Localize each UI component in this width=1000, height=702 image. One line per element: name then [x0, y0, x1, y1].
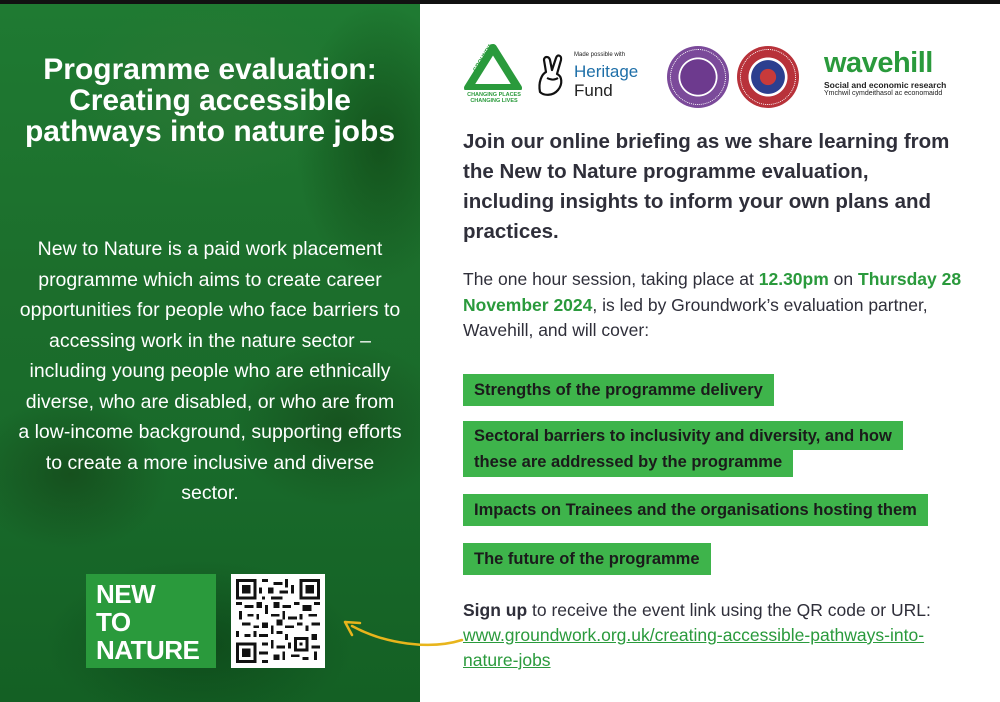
heritage-fund-line1: Heritage	[574, 62, 639, 81]
signup-section	[463, 598, 973, 673]
wavehill-subtitle-en: Social and economic research	[824, 80, 947, 90]
logo-line-to: TO	[96, 607, 131, 637]
wavehill-subtitle-cy: Ymchwil cymdeithasol ac economaidd	[824, 90, 943, 97]
heritage-fund-logo	[532, 50, 652, 100]
programme-description: New to Nature is a paid work placement programme which aims to create career opportunities for people who face barriers to accessing work in the nature sector – including young people who are ethnically diverse, who are disabled, or who are from a low-income background, supporting efforts to create a more inclusive and diverse sector.	[18, 238, 402, 504]
logo-line-nature: NATURE	[96, 635, 200, 665]
session-text-2: on	[828, 269, 858, 289]
session-text-1: The one hour session, taking place at	[463, 269, 759, 289]
crossed-fingers-icon	[532, 52, 570, 98]
svg-text:GROUNDWORK: GROUNDWORK	[472, 44, 502, 74]
topic-strengths: Strengths of the programme delivery	[463, 374, 774, 406]
session-date: Thursday 28 November 2024	[463, 269, 962, 315]
session-details	[463, 267, 963, 344]
groundwork-logo	[462, 44, 524, 110]
heritage-fund-made-possible: Made possible with	[574, 52, 626, 58]
platinum-jubilee-seal	[667, 46, 729, 108]
qr-code[interactable]	[231, 574, 325, 668]
topic-future: The future of the programme	[463, 543, 711, 575]
coronation-seal	[737, 46, 799, 108]
groundwork-triangle-icon	[462, 44, 524, 90]
topic-barriers-line2: these are addressed by the programme	[463, 449, 793, 477]
session-text-3: , is led by Groundwork’s evaluation partner, Wavehill, and will cover:	[463, 294, 928, 340]
briefing-intro: Join our online briefing as we share learning from the New to Nature programme evaluation, including insights to inform your own plans and practices.	[463, 130, 950, 243]
wavehill-logo	[824, 48, 964, 97]
signup-instructions: to receive the event link using the QR code or URL:	[527, 600, 931, 620]
logo-line-new: NEW	[96, 579, 156, 609]
arrow-to-qr-icon	[340, 610, 465, 650]
topic-impacts: Impacts on Trainees and the organisations hosting them	[463, 494, 928, 526]
signup-label: Sign up	[463, 600, 528, 620]
topic-barriers-line1: Sectoral barriers to inclusivity and diversity, and how	[463, 421, 903, 450]
groundwork-tagline: CHANGING PLACES CHANGING LIVES	[467, 92, 521, 104]
event-title: Programme evaluation: Creating accessible pathways into nature jobs	[24, 53, 396, 148]
event-url-link[interactable]: www.groundwork.org.uk/creating-accessible-pathways-into-nature-jobs	[463, 625, 925, 670]
session-time: 12.30pm	[758, 269, 829, 289]
left-panel	[0, 4, 420, 702]
qr-code-graphic	[236, 579, 320, 663]
wavehill-name: wavehill	[824, 47, 933, 79]
heritage-fund-line2: Fund	[574, 81, 613, 100]
partner-logos	[462, 42, 962, 112]
new-to-nature-logo	[86, 574, 216, 668]
